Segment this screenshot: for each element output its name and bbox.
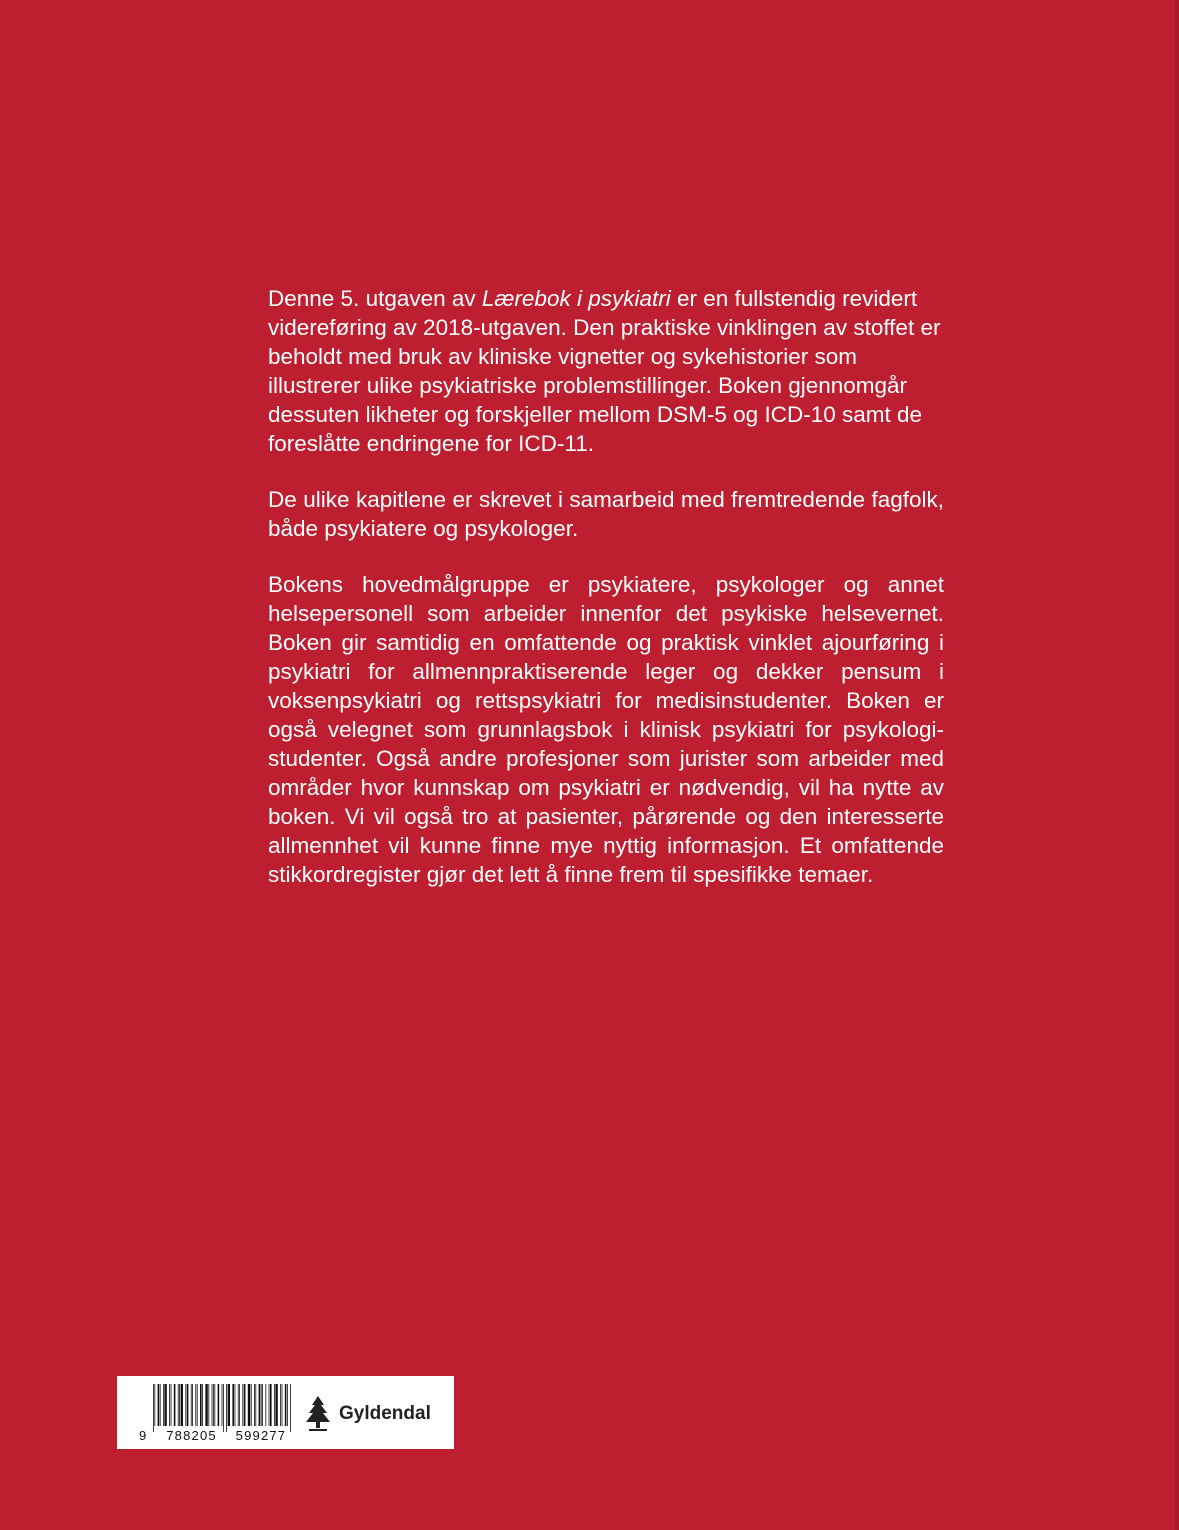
- barcode-bar: [239, 1384, 240, 1426]
- blurb-paragraph-2: De ulike kapitlene er skrevet i samarbeid med fremtredende fagfolk, både psykiatere og psykologer.: [268, 487, 944, 541]
- barcode-bar: [255, 1384, 256, 1426]
- blurb-paragraph-1: [268, 284, 944, 458]
- barcode-bar: [202, 1384, 203, 1426]
- barcode-bar: [174, 1384, 176, 1426]
- barcode-bar: [290, 1384, 291, 1432]
- barcode-bar: [214, 1384, 215, 1426]
- isbn-lead-digit: 9: [139, 1428, 148, 1443]
- barcode-bar: [187, 1384, 189, 1426]
- barcode-bar: [270, 1384, 272, 1426]
- barcode-bar: [164, 1384, 166, 1426]
- barcode-bar: [200, 1384, 202, 1426]
- barcode-bar: [226, 1384, 227, 1432]
- barcode-bar: [242, 1384, 243, 1426]
- barcode-bar: [259, 1384, 261, 1426]
- blurb-p1-rest: er en fullstendig revidert videreføring av 2018-utgaven. Den praktiske vinklingen av stoffet er beholdt med bruk av kliniske vignetter og sykehistorier som illustrerer ulike psykiatriske problemstillinger. Boken gjennomgår dessuten likheter og forskjeller mellom DSM-5 og ICD-10 samt de foreslåtte endringene for ICD-11.: [268, 286, 941, 456]
- barcode-bar: [213, 1384, 214, 1426]
- barcode-bar: [205, 1384, 207, 1426]
- barcode-bar: [158, 1384, 160, 1426]
- barcode-bar: [262, 1384, 263, 1426]
- barcode-bar: [169, 1384, 170, 1426]
- barcode-bar: [269, 1384, 270, 1426]
- blurb-p1-lead: Denne 5. utgaven av: [268, 286, 482, 311]
- isbn-group-2: 599277: [235, 1428, 287, 1443]
- barcode-bar: [265, 1384, 266, 1426]
- barcode-bar: [192, 1384, 193, 1426]
- cover-edge: [1175, 0, 1179, 1530]
- barcode-bar: [179, 1384, 180, 1426]
- barcode-bar: [275, 1384, 277, 1426]
- barcode-bar: [212, 1384, 213, 1426]
- barcode-bar: [218, 1384, 220, 1426]
- publisher-logo: [303, 1394, 431, 1434]
- fir-tree-icon: [303, 1395, 333, 1433]
- barcode-bar: [181, 1384, 183, 1426]
- barcode-bar: [248, 1384, 250, 1426]
- barcode-bar: [160, 1384, 161, 1426]
- barcode-bar: [287, 1384, 288, 1426]
- barcode-bar: [195, 1384, 196, 1426]
- barcode-bar: [163, 1384, 164, 1426]
- isbn-number: [139, 1428, 299, 1443]
- barcode-bar: [285, 1384, 287, 1426]
- blurb-paragraph-3: Bokens hovedmålgruppe er psykiatere, psykologer og annet helsepersonell som arbeider innenfor det psykiske helsevernet. Boken gir samtidig en omfattende og praktisk vinklet ajourføring i psykiatri for allmennpraktiserende leger og dekker pensum i voksenpsykiatri og rettspsykiatri for medisinstudenter. Boken er også velegnet som grunnlagsbok i klinisk psykiatri for psykologistudenter. Også andre profesjoner som jurister som arbeider med områder hvor kunnskap om psykiatri er nødvendig, vil ha nytte av boken. Vi vil også tro at pasienter, pårørende og den interesserte allmennhet vil kunne finne mye nyttig informasjon. Et omfattende stikkordregister gjør det lett å finne frem til spesifikke temaer.: [268, 572, 944, 887]
- barcode-bar: [185, 1384, 186, 1426]
- barcode-bar: [171, 1384, 172, 1426]
- barcode-bar: [238, 1384, 239, 1426]
- barcode-bar: [208, 1384, 209, 1426]
- back-cover-blurb: [268, 284, 944, 916]
- barcode-bar: [153, 1384, 154, 1432]
- barcode-bar: [154, 1384, 155, 1426]
- isbn-group-1: 788205: [166, 1428, 217, 1443]
- barcode-bar: [244, 1384, 246, 1426]
- barcode-publisher-label: [117, 1376, 454, 1449]
- book-title-italic: Lærebok i psykiatri: [481, 286, 671, 311]
- barcode-bar: [197, 1384, 198, 1426]
- barcode-bar: [274, 1384, 275, 1426]
- barcode-bar: [282, 1384, 283, 1426]
- barcode-bar: [223, 1384, 224, 1432]
- barcode-bar: [254, 1384, 255, 1426]
- barcode-bar: [228, 1384, 230, 1426]
- barcode-bar: [232, 1384, 234, 1426]
- publisher-name: Gyldendal: [339, 1403, 431, 1424]
- barcode-bar: [191, 1384, 192, 1426]
- isbn-barcode: [151, 1384, 291, 1432]
- barcode-bar: [261, 1384, 262, 1426]
- barcode-bar: [280, 1384, 281, 1426]
- barcode-bar: [178, 1384, 179, 1426]
- barcode-bar: [251, 1384, 252, 1426]
- barcode-bar: [235, 1384, 236, 1426]
- barcode-bar: [222, 1384, 223, 1426]
